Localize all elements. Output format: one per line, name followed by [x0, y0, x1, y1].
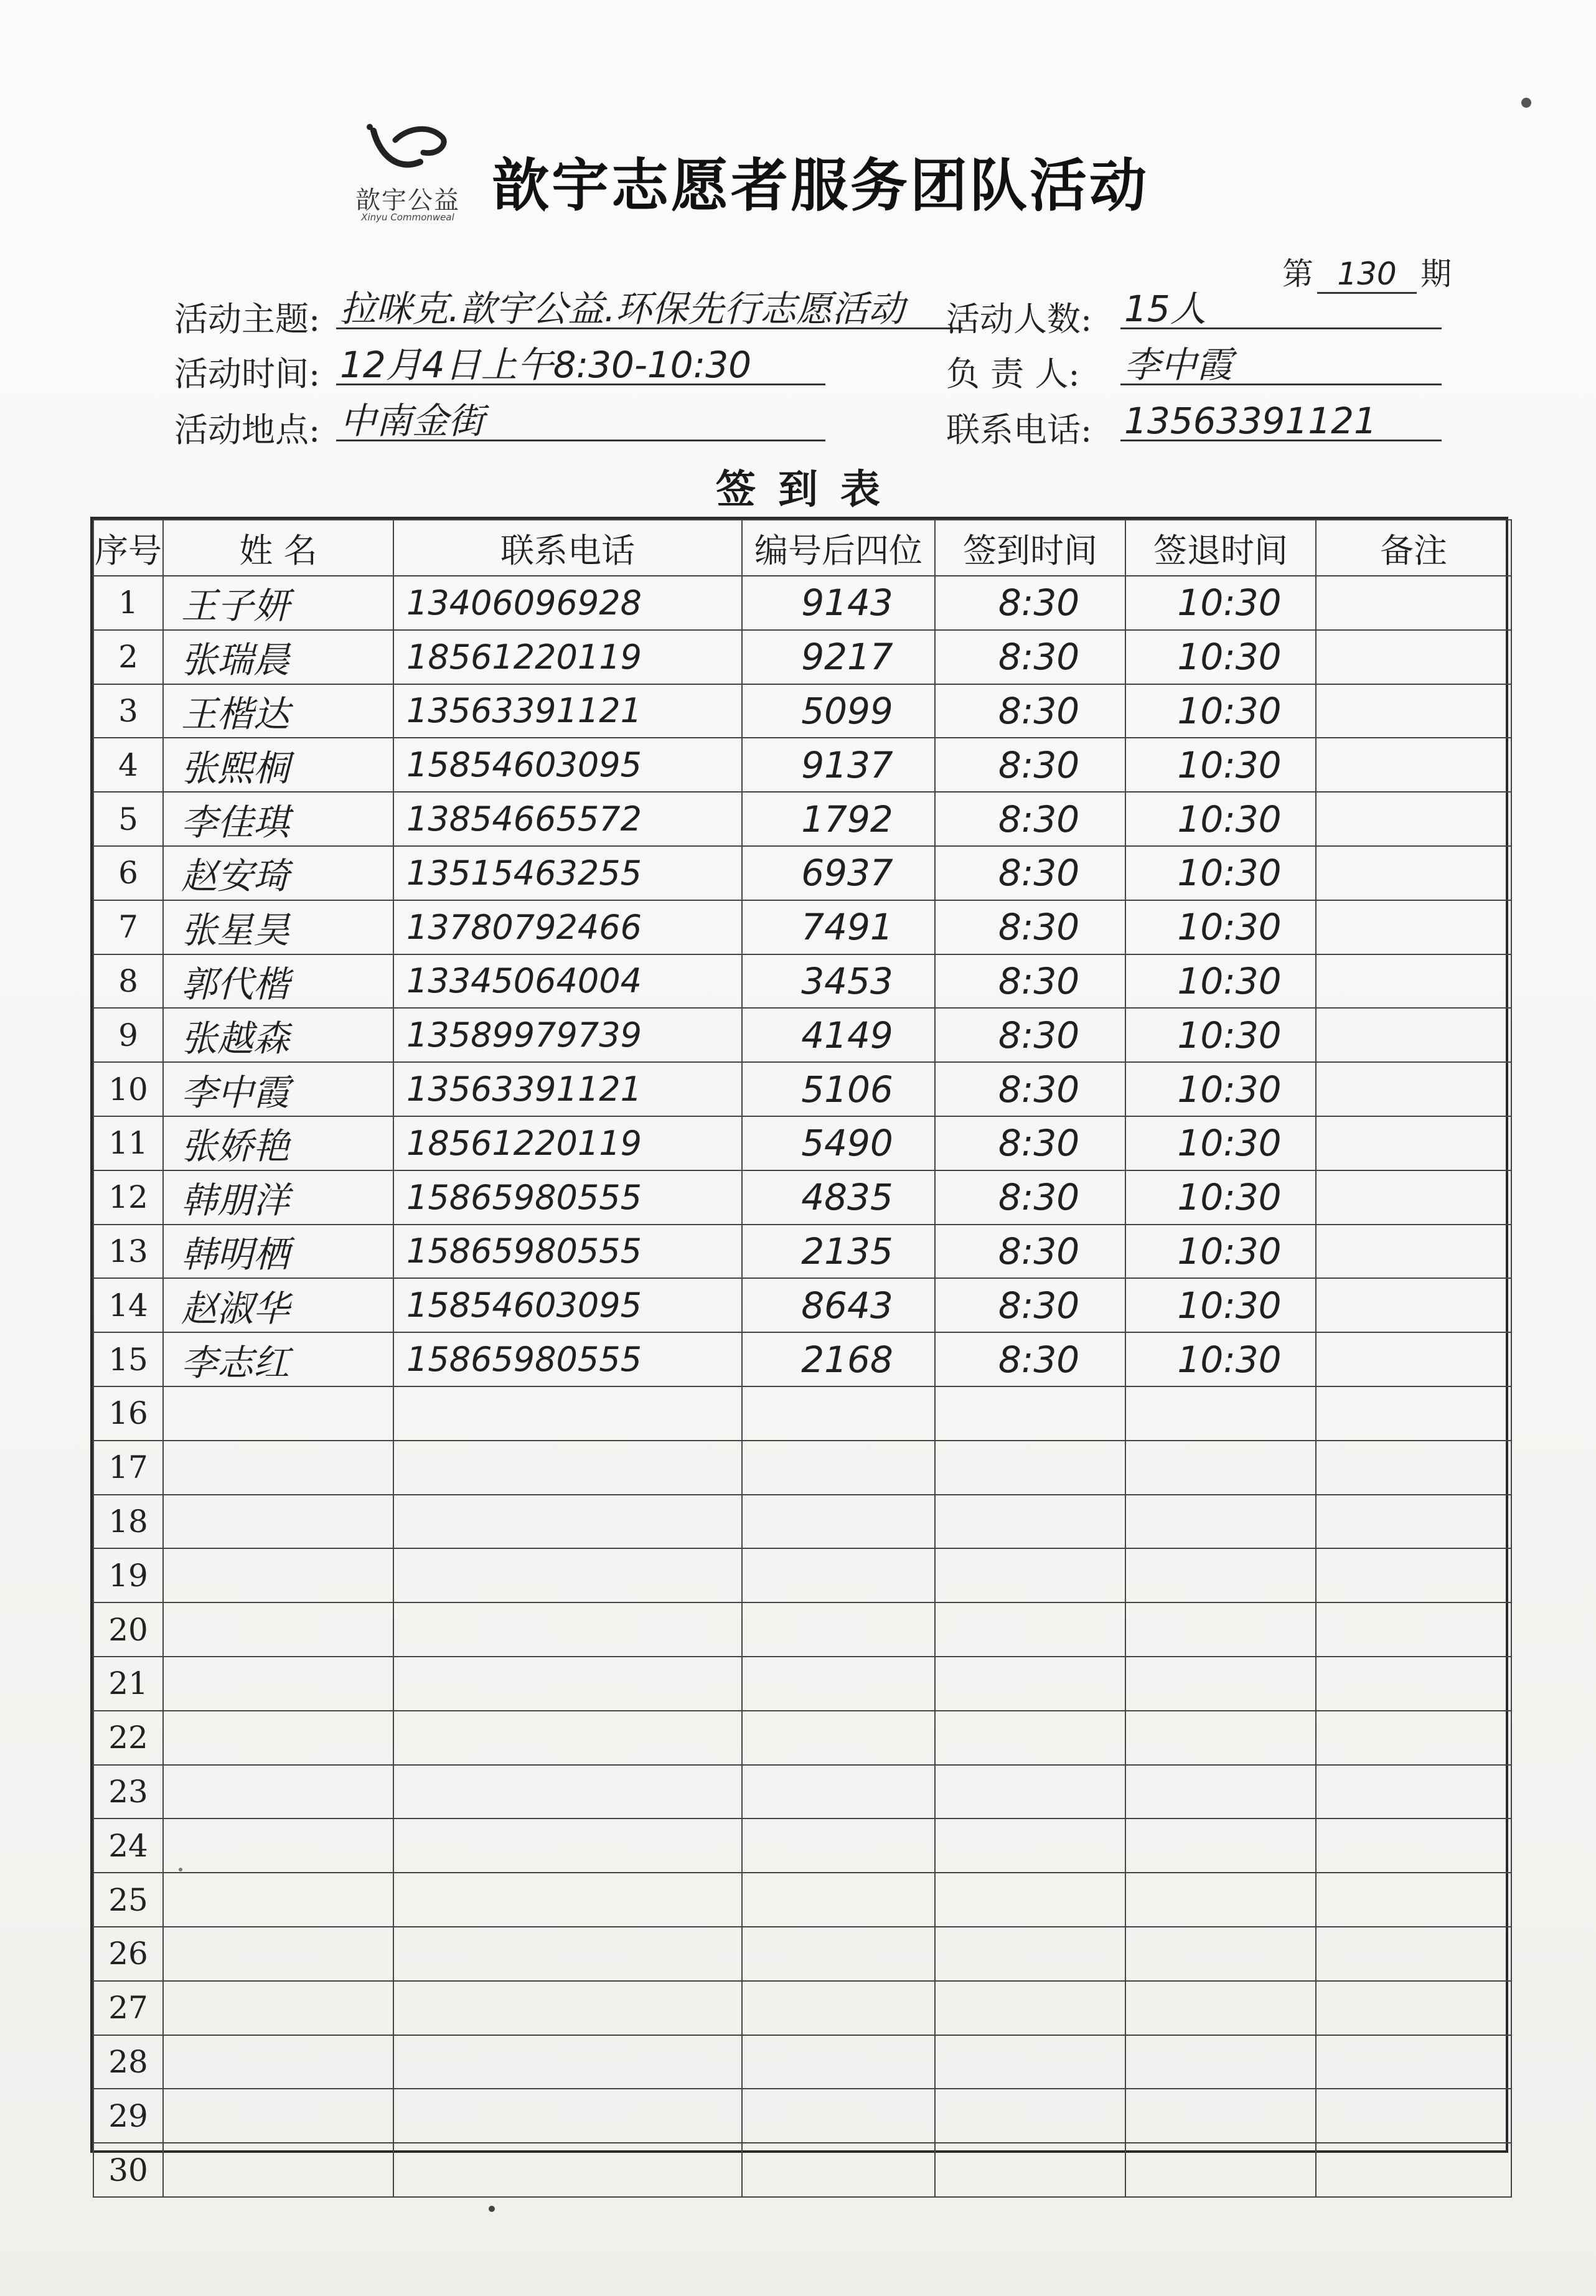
- cell-code: 4149: [742, 1008, 935, 1062]
- cell-index: 11: [93, 1116, 163, 1170]
- cell-index: 6: [93, 846, 163, 900]
- cell-phone: 18561220119: [393, 630, 742, 684]
- cell-index: 23: [93, 1765, 163, 1819]
- cell-checkin-time: 8:30: [935, 900, 1125, 954]
- cell-checkin-time: 8:30: [935, 738, 1125, 792]
- cell-index: 14: [93, 1278, 163, 1332]
- cell-checkout-time: 10:30: [1125, 1332, 1316, 1386]
- cell-checkout-time: 10:30: [1125, 684, 1316, 738]
- cell-name: 李志红: [163, 1332, 393, 1386]
- cell-checkout-time: 10:30: [1125, 1170, 1316, 1225]
- issue-suffix: 期: [1420, 256, 1452, 292]
- cell-checkin-time: 8:30: [935, 1332, 1125, 1386]
- header-code: 编号后四位: [742, 520, 935, 576]
- cell-index: 25: [93, 1873, 163, 1927]
- cell-phone: 13854665572: [393, 792, 742, 846]
- cell-phone: 13515463255: [393, 846, 742, 900]
- cell-name: 郭代楷: [163, 954, 393, 1009]
- cell-code: 4835: [742, 1170, 935, 1225]
- cell-index: 15: [93, 1332, 163, 1386]
- cell-index: 26: [93, 1927, 163, 1981]
- cell-checkout-time: 10:30: [1125, 576, 1316, 630]
- contact-phone-value: 13563391121: [1120, 402, 1442, 441]
- cell-phone: 15865980555: [393, 1170, 742, 1225]
- cell-code: 7491: [742, 900, 935, 954]
- leader-label: 负 责 人:: [946, 354, 1080, 393]
- cell-checkin-time: 8:30: [935, 684, 1125, 738]
- cell-index: 16: [93, 1386, 163, 1441]
- cell-index: 30: [93, 2143, 163, 2197]
- cell-name: 张星昊: [163, 900, 393, 954]
- place-label: 活动地点:: [174, 410, 321, 449]
- header-index: 序号: [93, 520, 163, 576]
- cell-name: 张熙桐: [163, 738, 393, 792]
- cell-index: 29: [93, 2089, 163, 2143]
- cell-phone: 13345064004: [393, 954, 742, 1009]
- cell-checkout-time: 10:30: [1125, 954, 1316, 1009]
- cell-code: 9143: [742, 576, 935, 630]
- cell-index: 9: [93, 1008, 163, 1062]
- cell-index: 27: [93, 1981, 163, 2035]
- cell-index: 1: [93, 576, 163, 630]
- cell-checkout-time: 10:30: [1125, 1116, 1316, 1170]
- cell-index: 13: [93, 1225, 163, 1279]
- cell-index: 24: [93, 1818, 163, 1873]
- cell-index: 7: [93, 900, 163, 954]
- theme-label: 活动主题:: [174, 299, 321, 339]
- cell-checkout-time: 10:30: [1125, 1062, 1316, 1116]
- cell-checkout-time: 10:30: [1125, 900, 1316, 954]
- cell-code: 2135: [742, 1225, 935, 1279]
- cell-phone: 13563391121: [393, 684, 742, 738]
- cell-checkin-time: 8:30: [935, 1170, 1125, 1225]
- header-checkin-time: 签到时间: [935, 520, 1125, 576]
- header-name: 姓 名: [163, 520, 393, 576]
- cell-index: 4: [93, 738, 163, 792]
- cell-index: 18: [93, 1495, 163, 1549]
- time-value: 12月4日上午8:30-10:30: [336, 346, 825, 385]
- cell-code: 2168: [742, 1332, 935, 1386]
- cell-index: 17: [93, 1441, 163, 1495]
- cell-name: 张越森: [163, 1008, 393, 1062]
- participant-count-value: 15人: [1120, 290, 1442, 329]
- cell-code: 5106: [742, 1062, 935, 1116]
- cell-checkin-time: 8:30: [935, 792, 1125, 846]
- cell-phone: 13406096928: [393, 576, 742, 630]
- place-value: 中南金街: [336, 402, 825, 441]
- cell-index: 12: [93, 1170, 163, 1225]
- cell-checkout-time: 10:30: [1125, 846, 1316, 900]
- cell-name: 赵安琦: [163, 846, 393, 900]
- cell-index: 10: [93, 1062, 163, 1116]
- participant-count-label: 活动人数:: [946, 299, 1092, 339]
- cell-index: 5: [93, 792, 163, 846]
- cell-code: 9217: [742, 630, 935, 684]
- cell-code: 1792: [742, 792, 935, 846]
- document-title: 歆宇志愿者服务团队活动: [492, 153, 1150, 219]
- cell-name: 李佳琪: [163, 792, 393, 846]
- cell-name: 李中霞: [163, 1062, 393, 1116]
- time-label: 活动时间:: [174, 354, 321, 393]
- cell-name: 张娇艳: [163, 1116, 393, 1170]
- cell-code: 5099: [742, 684, 935, 738]
- cell-checkout-time: 10:30: [1125, 630, 1316, 684]
- cell-checkin-time: 8:30: [935, 1225, 1125, 1279]
- cell-index: 3: [93, 684, 163, 738]
- cell-checkin-time: 8:30: [935, 1008, 1125, 1062]
- cell-index: 28: [93, 2035, 163, 2089]
- logo-text-cn: 歆宇公益: [355, 186, 460, 215]
- cell-checkin-time: 8:30: [935, 1116, 1125, 1170]
- cell-checkout-time: 10:30: [1125, 792, 1316, 846]
- cell-phone: 13780792466: [393, 900, 742, 954]
- cell-checkin-time: 8:30: [935, 846, 1125, 900]
- cell-checkin-time: 8:30: [935, 1278, 1125, 1332]
- cell-checkout-time: 10:30: [1125, 1225, 1316, 1279]
- cell-index: 21: [93, 1657, 163, 1711]
- cell-checkout-time: 10:30: [1125, 1008, 1316, 1062]
- cell-code: 9137: [742, 738, 935, 792]
- theme-value: 拉咪克.歆宇公益.环保先行志愿活动: [336, 290, 962, 329]
- cell-index: 19: [93, 1548, 163, 1602]
- issue-number-value: 130: [1317, 256, 1417, 294]
- logo-text-en: Xinyu Commonweal: [361, 212, 454, 223]
- cell-code: 5490: [742, 1116, 935, 1170]
- cell-index: 2: [93, 630, 163, 684]
- cell-name: 赵淑华: [163, 1278, 393, 1332]
- cell-checkout-time: 10:30: [1125, 738, 1316, 792]
- cell-name: 王楷达: [163, 684, 393, 738]
- issue-prefix: 第: [1282, 256, 1313, 292]
- cell-checkin-time: 8:30: [935, 630, 1125, 684]
- cell-code: 6937: [742, 846, 935, 900]
- sign-in-sheet-title: 签到表: [716, 467, 903, 513]
- cell-code: 8643: [742, 1278, 935, 1332]
- cell-name: 张瑞晨: [163, 630, 393, 684]
- cell-checkin-time: 8:30: [935, 576, 1125, 630]
- cell-phone: 15854603095: [393, 738, 742, 792]
- leader-value: 李中霞: [1120, 346, 1442, 385]
- header-phone: 联系电话: [393, 520, 742, 576]
- cell-index: 8: [93, 954, 163, 1009]
- cell-phone: 13589979739: [393, 1008, 742, 1062]
- contact-phone-label: 联系电话:: [946, 410, 1092, 449]
- cell-name: 王子妍: [163, 576, 393, 630]
- cell-code: 3453: [742, 954, 935, 1009]
- cell-name: 韩明栖: [163, 1225, 393, 1279]
- header-checkout-time: 签退时间: [1125, 520, 1316, 576]
- cell-index: 20: [93, 1602, 163, 1657]
- cell-checkout-time: 10:30: [1125, 1278, 1316, 1332]
- header-note: 备注: [1316, 520, 1511, 576]
- cell-name: 韩朋洋: [163, 1170, 393, 1225]
- cell-phone: 15854603095: [393, 1278, 742, 1332]
- cell-phone: 15865980555: [393, 1332, 742, 1386]
- cell-phone: 13563391121: [393, 1062, 742, 1116]
- cell-phone: 15865980555: [393, 1225, 742, 1279]
- cell-checkin-time: 8:30: [935, 1062, 1125, 1116]
- cell-checkin-time: 8:30: [935, 954, 1125, 1009]
- cell-phone: 18561220119: [393, 1116, 742, 1170]
- cell-index: 22: [93, 1711, 163, 1765]
